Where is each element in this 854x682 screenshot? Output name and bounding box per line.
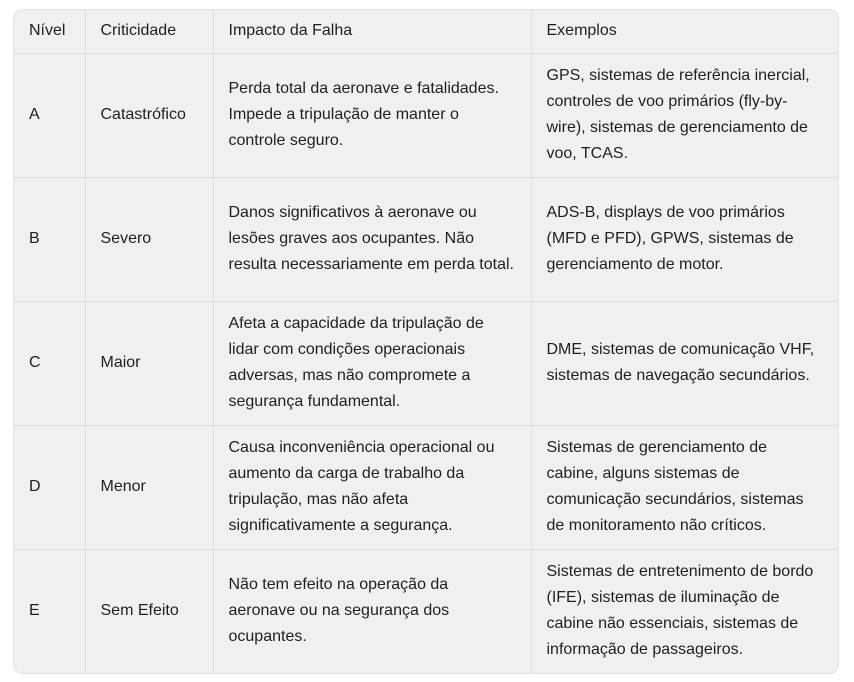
cell-criticality: Menor (85, 425, 213, 549)
cell-examples: Sistemas de entretenimento de bordo (IFE), sistemas de iluminação de cabine não essenciais, sistemas de informação de passageiros. (546, 563, 814, 659)
cell-impact: Afeta a capacidade da tripulação de lidar com condições operacionais adversas, mas não compromete a segurança fundamental. (213, 301, 531, 425)
table-row (14, 549, 838, 673)
cell-level: C (14, 301, 85, 425)
cell-criticality: Severo (85, 177, 213, 301)
cell-impact: Causa inconveniência operacional ou aumento da carga de trabalho da tripulação, mas não afeta significativamente a segurança. (213, 425, 531, 549)
cell-criticality: Maior (85, 301, 213, 425)
cell-examples: Sistemas de gerenciamento de cabine, alguns sistemas de comunicação secundários, sistemas de monitoramento não críticos. (531, 425, 838, 549)
cell-impact: Não tem efeito na operação da aeronave ou na segurança dos ocupantes. (213, 549, 531, 673)
cell-impact: Perda total da aeronave e fatalidades. Impede a tripulação de manter o controle seguro. (213, 53, 531, 177)
cell-examples: DME, sistemas de comunicação VHF, sistemas de navegação secundários. (531, 301, 838, 425)
table-row (14, 301, 838, 425)
cell-level: E (14, 549, 85, 673)
cell-criticality: Sem Efeito (85, 549, 213, 673)
cell-criticality: Catastrófico (85, 53, 213, 177)
cell-impact: Danos significativos à aeronave ou lesões graves aos ocupantes. Não resulta necessariamente em perda total. (213, 177, 531, 301)
cell-level: A (14, 53, 85, 177)
cell-examples: ADS-B, displays de voo primários (MFD e PFD), GPWS, sistemas de gerenciamento de motor. (531, 177, 838, 301)
header-criticality: Criticidade (85, 10, 213, 53)
table-row (14, 177, 838, 301)
cell-level: B (14, 177, 85, 301)
header-level: Nível (14, 10, 85, 53)
header-impact: Impacto da Falha (213, 10, 531, 53)
table-row (14, 425, 838, 549)
table-header-row (14, 10, 838, 53)
criticality-table-card (13, 9, 839, 674)
cell-examples: GPS, sistemas de referência inercial, controles de voo primários (fly-by-wire), sistemas de gerenciamento de voo, TCAS. (531, 53, 838, 177)
criticality-table (14, 10, 838, 673)
cell-level: D (14, 425, 85, 549)
table-row (14, 53, 838, 177)
header-examples: Exemplos (531, 10, 838, 53)
